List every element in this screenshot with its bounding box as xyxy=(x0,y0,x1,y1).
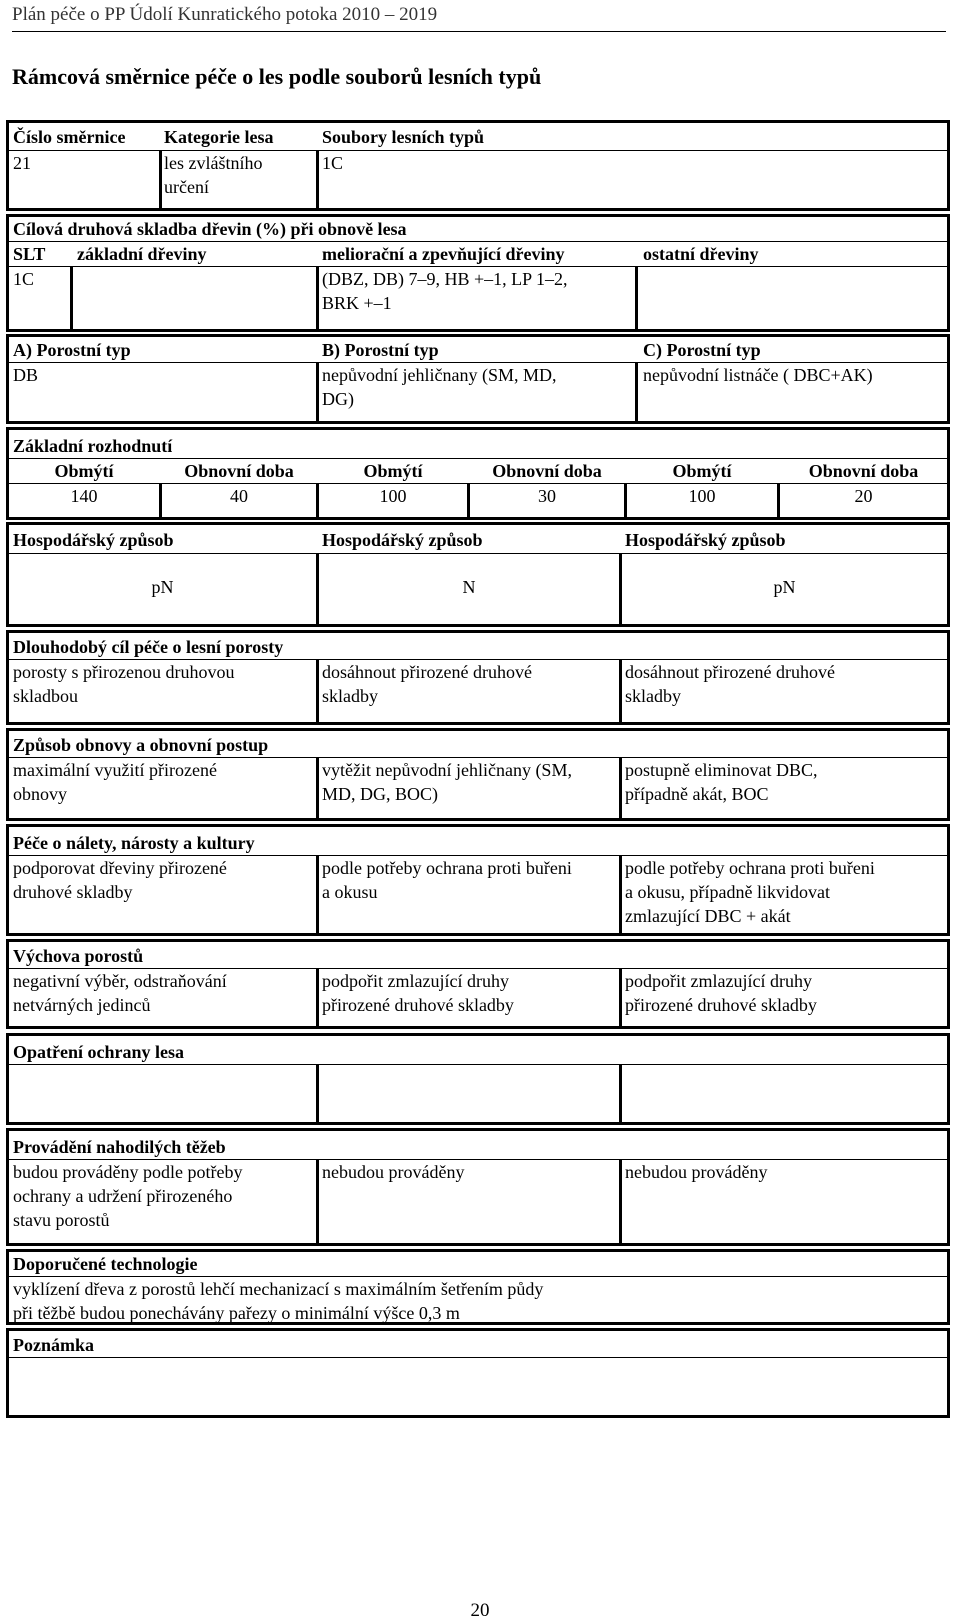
value-obnovni-doba-a: 40 xyxy=(230,486,248,506)
column-divider xyxy=(159,150,162,208)
section-basic-decisions xyxy=(6,427,950,520)
column-divider xyxy=(316,968,319,1026)
section-title: Způsob obnovy a obnovní postup xyxy=(13,735,269,755)
column-divider xyxy=(316,266,319,329)
section-title: Cílová druhová skladba dřevin (%) při obnově lesa xyxy=(13,219,407,239)
section-forest-protection xyxy=(6,1033,950,1125)
header-hospodarsky-zpusob-b: Hospodářský způsob xyxy=(322,530,483,550)
running-header: Plán péče o PP Údolí Kunratického potoka 2010 – 2019 xyxy=(12,4,438,25)
section-target-composition xyxy=(6,214,950,332)
document-title: Rámcová směrnice péče o les podle souborů lesních typů xyxy=(12,64,542,89)
section-note xyxy=(6,1328,950,1418)
cell-c-line1: podpořit zmlazující druhy xyxy=(625,971,812,991)
cell-a-line2: ochrany a udržení přirozeného xyxy=(13,1186,233,1206)
cell-a-line2: obnovy xyxy=(13,784,67,804)
row-divider xyxy=(9,1064,947,1065)
section-young-growth-care xyxy=(6,824,950,936)
value-porostni-typ-c: nepůvodní listnáče ( DBC+AK) xyxy=(643,365,873,385)
cell-c-line1: podle potřeby ochrana proti buřeni xyxy=(625,858,875,878)
column-divider xyxy=(635,362,638,421)
value-porostni-typ-b-line2: DG) xyxy=(322,389,354,409)
value-porostni-typ-a: DB xyxy=(13,365,39,385)
column-divider xyxy=(619,1159,622,1243)
header-cislo-smernice: Číslo směrnice xyxy=(13,127,126,147)
header-kategorie-lesa: Kategorie lesa xyxy=(164,127,274,147)
section-management-system xyxy=(6,522,950,627)
cell-a-line1: podporovat dřeviny přirozené xyxy=(13,858,227,878)
header-hospodarsky-zpusob-c: Hospodářský způsob xyxy=(625,530,786,550)
header-hospodarsky-zpusob-a: Hospodářský způsob xyxy=(13,530,174,550)
cell-c-line2: přirozené druhové skladby xyxy=(625,995,817,1015)
value-hospodarsky-zpusob-a: pN xyxy=(151,577,174,597)
value-cislo-smernice: 21 xyxy=(13,153,31,173)
header-zakladni-dreviny: základní dřeviny xyxy=(77,244,207,264)
value-obmyti-c: 100 xyxy=(688,486,716,506)
column-divider xyxy=(316,1064,319,1122)
cell-b-line1: dosáhnout přirozené druhové xyxy=(322,662,532,682)
header-slt: SLT xyxy=(13,244,46,264)
cell-b-line1: vytěžit nepůvodní jehličnany (SM, xyxy=(322,760,572,780)
cell-a-line2: netvárných jedinců xyxy=(13,995,151,1015)
column-divider xyxy=(619,757,622,818)
cell-b-line2: skladby xyxy=(322,686,378,706)
cell-b-line2: MD, DG, BOC) xyxy=(322,784,439,804)
column-divider xyxy=(619,659,622,722)
section-salvage-felling xyxy=(6,1128,950,1246)
header-obmyti-a: Obmýtí xyxy=(54,461,114,481)
value-porostni-typ-b-line1: nepůvodní jehličnany (SM, MD, xyxy=(322,365,557,385)
cell-b-line2: a okusu xyxy=(322,882,378,902)
cell-a-line2: druhové skladby xyxy=(13,882,133,902)
value-kategorie-lesa-line2: určení xyxy=(164,177,209,197)
column-divider xyxy=(316,659,319,722)
section-title: Doporučené technologie xyxy=(13,1254,198,1274)
section-title: Opatření ochrany lesa xyxy=(13,1042,184,1062)
column-divider xyxy=(316,855,319,933)
cell-a-line3: stavu porostů xyxy=(13,1210,110,1230)
cell-c-line1: dosáhnout přirozené druhové xyxy=(625,662,835,682)
section-regeneration-method xyxy=(6,728,950,821)
header-obmyti-c: Obmýtí xyxy=(672,461,732,481)
cell-a-line1: porosty s přirozenou druhovou xyxy=(13,662,235,682)
page-number: 20 xyxy=(470,1600,490,1621)
cell-a-line1: budou prováděny podle potřeby xyxy=(13,1162,243,1182)
section-stand-types xyxy=(6,334,950,424)
cell-a-line1: negativní výběr, odstraňování xyxy=(13,971,227,991)
column-divider xyxy=(619,855,622,933)
column-divider xyxy=(316,757,319,818)
column-divider xyxy=(316,362,319,421)
value-slt: 1C xyxy=(13,269,35,289)
header-soubory-lesnich-typu: Soubory lesních typů xyxy=(322,127,485,147)
cell-b-line1: nebudou prováděny xyxy=(322,1162,465,1182)
row-divider xyxy=(9,150,947,151)
header-obnovni-doba-a: Obnovní doba xyxy=(184,461,294,481)
section-title: Výchova porostů xyxy=(13,946,144,966)
value-obmyti-a: 140 xyxy=(70,486,98,506)
cell-c-line1: nebudou prováděny xyxy=(625,1162,768,1182)
section-title: Provádění nahodilých těžeb xyxy=(13,1137,226,1157)
section-title: Poznámka xyxy=(13,1335,94,1355)
value-obnovni-doba-c: 20 xyxy=(854,486,873,506)
value-hospodarsky-zpusob-b: N xyxy=(462,577,476,597)
header-porostni-typ-a: A) Porostní typ xyxy=(13,340,131,360)
section-tending xyxy=(6,939,950,1029)
value-obnovni-doba-b: 30 xyxy=(538,486,556,506)
cell-c-line2: případně akát, BOC xyxy=(625,784,769,804)
cell-c-line1: postupně eliminovat DBC, xyxy=(625,760,818,780)
column-divider xyxy=(635,266,638,329)
cell-c-line2: skladby xyxy=(625,686,681,706)
row-divider xyxy=(9,1357,947,1358)
row-divider xyxy=(9,553,947,554)
value-melioracni-line1: (DBZ, DB) 7–9, HB +–1, LP 1–2, xyxy=(322,269,568,289)
value-soubory-lesnich-typu: 1C xyxy=(322,153,344,173)
value-obmyti-b: 100 xyxy=(379,486,407,506)
column-divider xyxy=(70,266,73,329)
header-porostni-typ-b: B) Porostní typ xyxy=(322,340,439,360)
cell-b-line2: přirozené druhové skladby xyxy=(322,995,514,1015)
section-technologies xyxy=(6,1249,950,1325)
cell-a-line1: maximální využití přirozené xyxy=(13,760,217,780)
value-melioracni-line2: BRK +–1 xyxy=(322,293,392,313)
section-identification xyxy=(6,120,950,211)
header-melioracni-dreviny: meliorační a zpevňující dřeviny xyxy=(322,244,565,264)
section-title: Dlouhodobý cíl péče o lesní porosty xyxy=(13,637,284,657)
header-obmyti-b: Obmýtí xyxy=(363,461,423,481)
technology-line2: při těžbě budou ponechávány pařezy o minimální výšce 0,3 m xyxy=(13,1303,460,1323)
cell-a-line2: skladbou xyxy=(13,686,78,706)
technology-line1: vyklízení dřeva z porostů lehčí mechanizací s maximálním šetřením půdy xyxy=(13,1279,544,1299)
column-divider xyxy=(316,1159,319,1243)
header-obnovni-doba-b: Obnovní doba xyxy=(492,461,602,481)
cell-b-line1: podpořit zmlazující druhy xyxy=(322,971,509,991)
header-porostni-typ-c: C) Porostní typ xyxy=(643,340,761,360)
value-kategorie-lesa-line1: les zvláštního xyxy=(164,153,263,173)
header-obnovni-doba-c: Obnovní doba xyxy=(808,461,919,481)
cell-c-line3: zmlazující DBC + akát xyxy=(625,906,791,926)
column-divider xyxy=(316,150,319,208)
value-hospodarsky-zpusob-c: pN xyxy=(773,577,796,597)
cell-c-line2: a okusu, případně likvidovat xyxy=(625,882,830,902)
header-divider xyxy=(12,31,946,32)
section-title: Základní rozhodnutí xyxy=(13,436,173,456)
column-divider xyxy=(619,1064,622,1122)
section-title: Péče o nálety, nárosty a kultury xyxy=(13,833,255,853)
section-long-term-goal xyxy=(6,630,950,725)
cell-b-line1: podle potřeby ochrana proti buřeni xyxy=(322,858,572,878)
header-ostatni-dreviny: ostatní dřeviny xyxy=(643,244,759,264)
column-divider xyxy=(619,968,622,1026)
